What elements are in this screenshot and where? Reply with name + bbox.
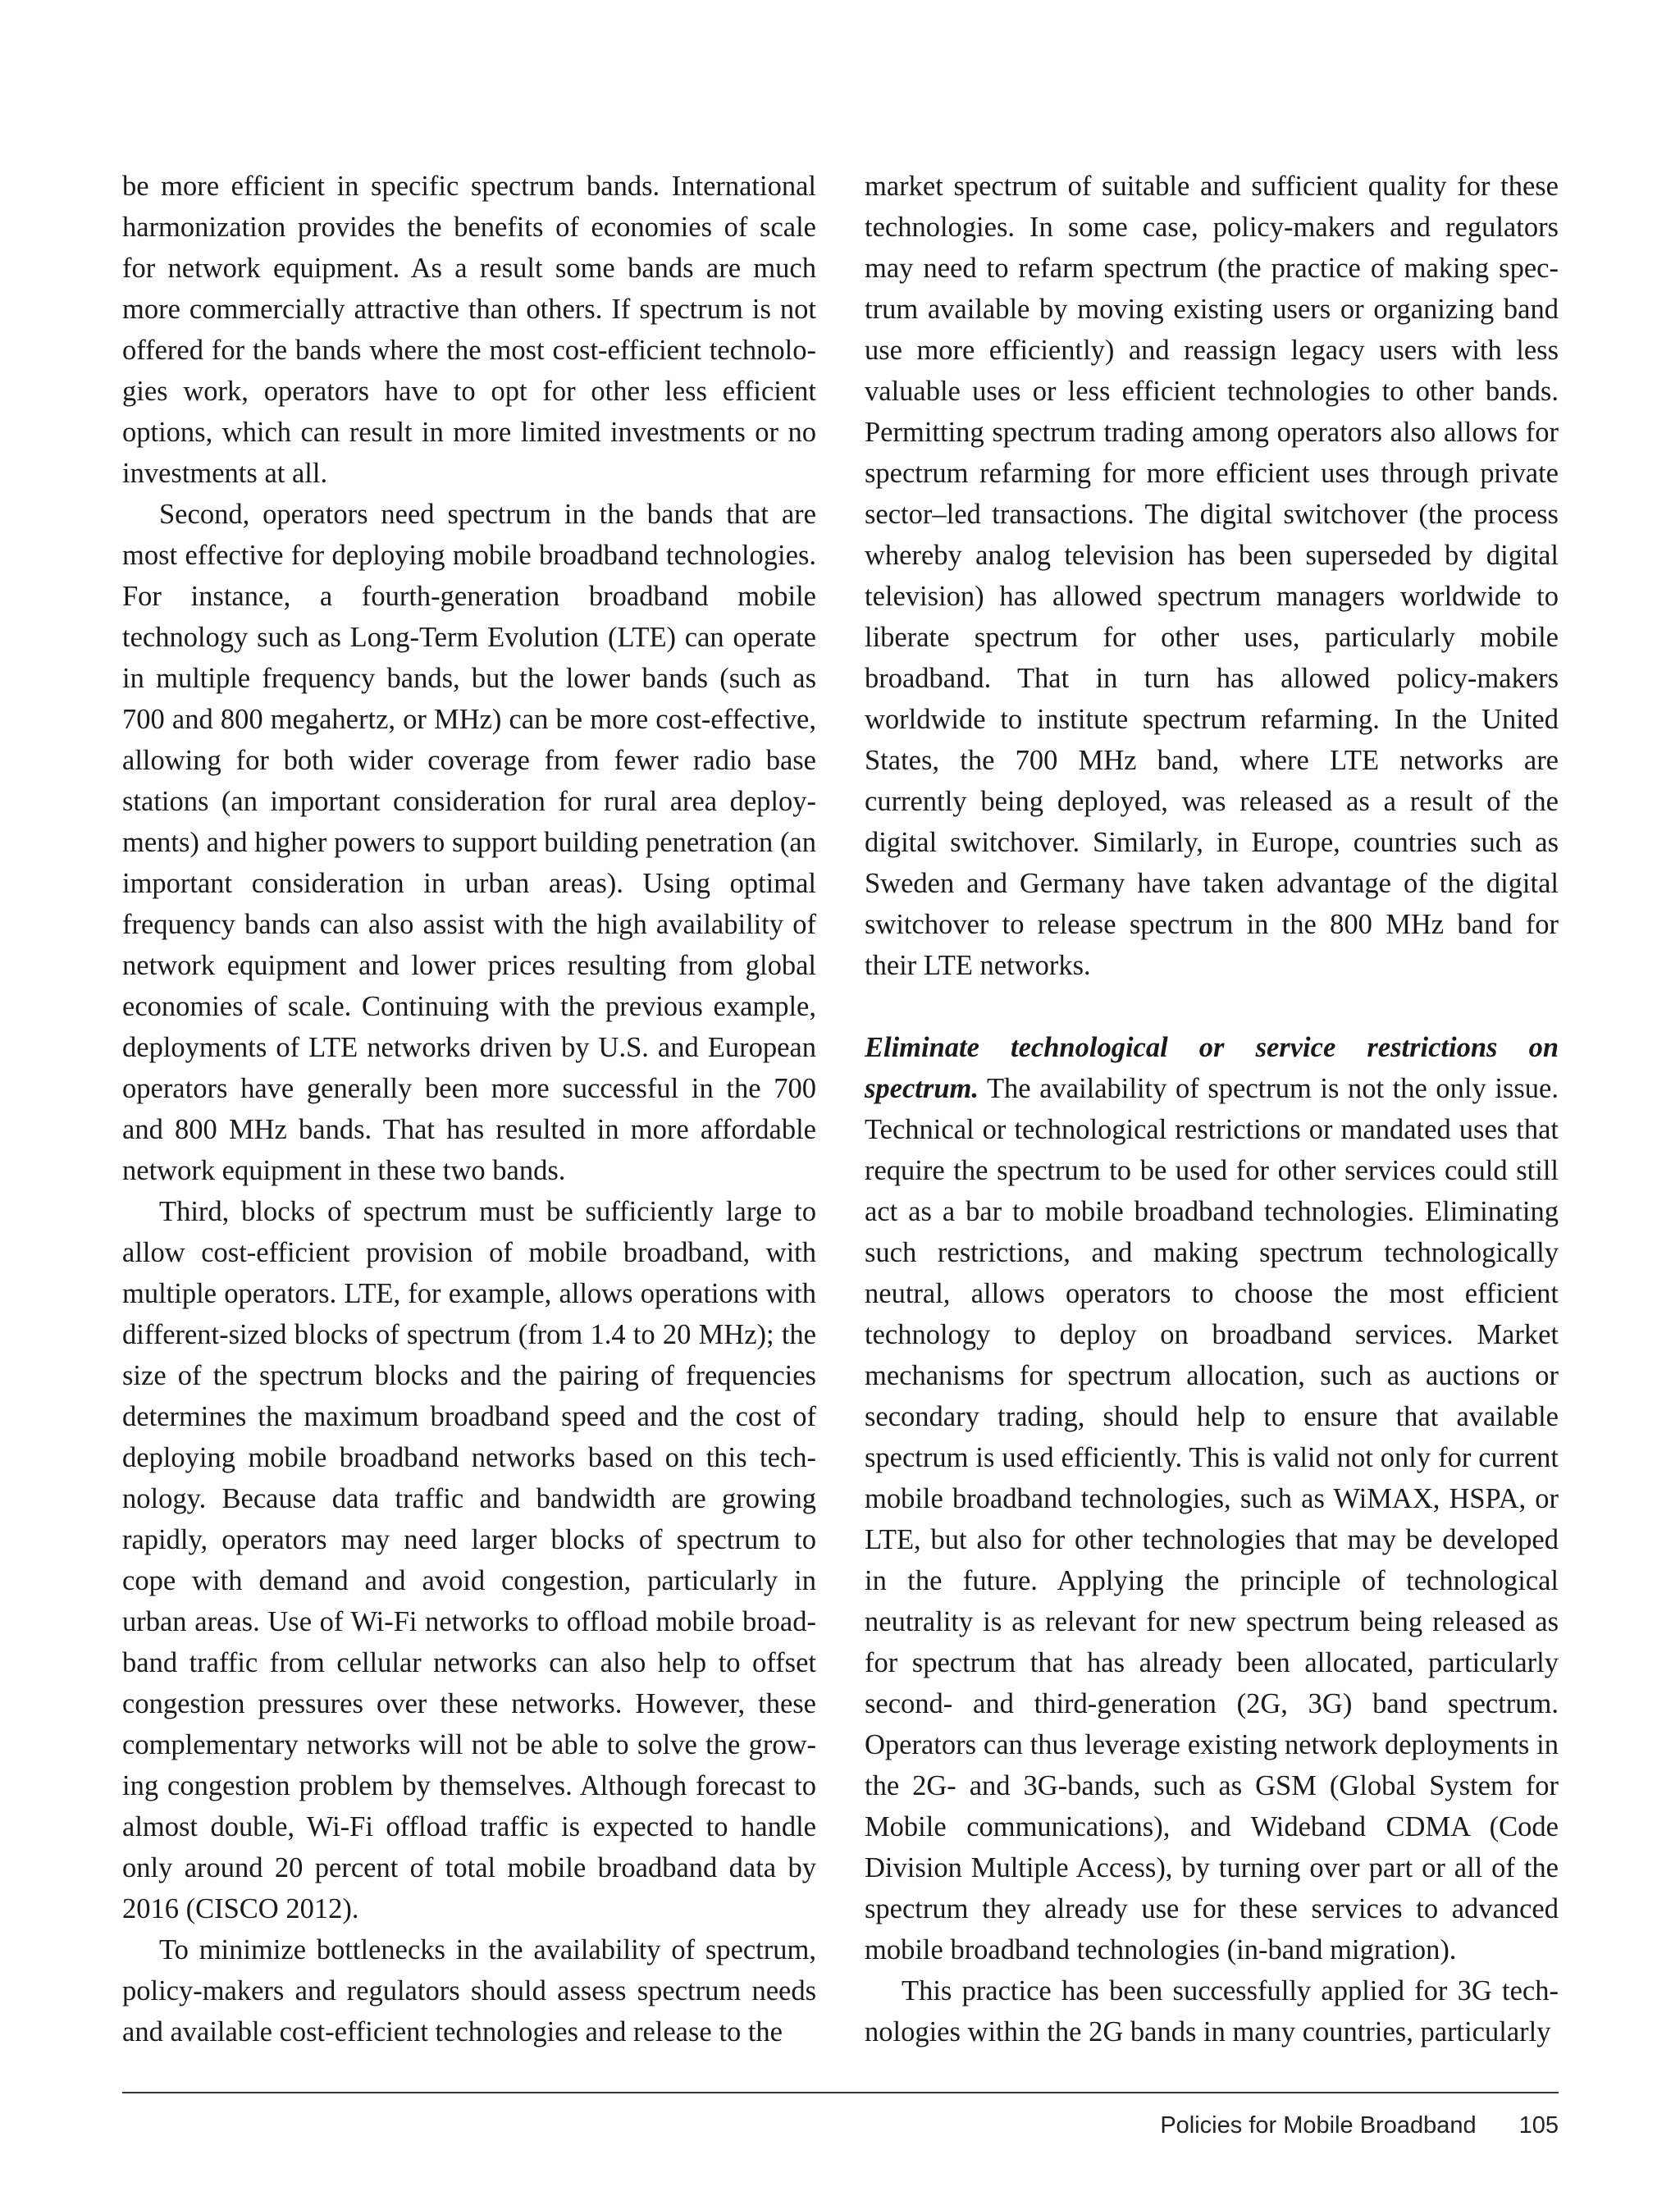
body-paragraph: To minimize bottlenecks in the availability of spectrum, policy-makers and regulators should assess spectrum needs and available cost-efficient technologies and release to the [122, 1934, 816, 2048]
body-paragraph: Third, blocks of spectrum must be sufficiently large to allow cost-efficient provision of mobile broadband, with multiple operators. LTE, for example, allows operations with different-sized blocks of spectrum (from 1.4 to 20 MHz); the size of the spectrum blocks and the pairing of frequencies determines the maximum broadband speed and the cost of deploying mobile broadband networks based on this technology. Because data traffic and bandwidth are growing rapidly, operators may need larger blocks of spectrum to cope with demand and avoid congestion, particularly in urban areas. Use of Wi-Fi networks to offload mobile broadband traffic from cellular networks can also help to offset congestion pressures over these networks. However, these complementary networks will not be able to solve the growing congestion problem by themselves. Although forecast to almost double, Wi-Fi offload traffic is expected to handle only around 20 percent of total mobile broadband data by 2016 (CISCO 2012). [122, 1196, 816, 1924]
running-title: Policies for Mobile Broadband [1160, 2112, 1477, 2139]
left-column [122, 166, 816, 2052]
body-paragraph: be more efficient in specific spectrum bands. International harmonization provides the benefits of economies of scale for network equipment. As a result some bands are much more commercially attractive than others. If spectrum is not offered for the bands where the most cost-efficient technologies work, operators have to opt for other less efficient options, which can result in more limited investments or no investments at all. [122, 171, 816, 489]
body-paragraph: This practice has been successfully applied for 3G technologies within the 2G bands in many countries, particularly [865, 1975, 1559, 2048]
body-paragraph: market spectrum of suitable and sufficient quality for these technologies. In some case, policy-makers and regulators may need to refarm spectrum (the practice of making spectrum available by moving existing users or organizing band use more efficiently) and reassign legacy users with less valuable uses or less efficient technologies to other bands. Permitting spectrum trading among operators also allows for spectrum refarming for more efficient uses through private sector–led transactions. The digital switchover (the process whereby analog television has been superseded by digital television) has allowed spectrum managers worldwide to liberate spectrum for other uses, particularly mobile broadband. That in turn has allowed policy-makers worldwide to institute spectrum refarming. In the United States, the 700 MHz band, where LTE networks are currently being deployed, was released as a result of the digital switchover. Similarly, in Europe, countries such as Sweden and Germany have taken advantage of the digital switchover to release spectrum in the 800 MHz band for their LTE networks. [865, 171, 1559, 981]
right-column [865, 166, 1559, 2052]
section-body-text: The availability of spectrum is not the only issue. Technical or technological restrictions or mandated uses that require the spectrum to be used for other services could still act as a bar to mobile broadband technologies. Eliminating such restrictions, and making spectrum technologically neutral, allows operators to choose the most efficient technology to deploy on broadband services. Market mechanisms for spectrum allocation, such as auctions or secondary trading, should help to ensure that available spectrum is used efficiently. This is valid not only for current mobile broadband technologies, such as WiMAX, HSPA, or LTE, but also for other technologies that may be developed in the future. Applying the principle of technological neutrality is as relevant for new spectrum being released as for spectrum that has already been allocated, particularly second- and third-generation (2G, 3G) band spectrum. Operators can thus leverage existing network deployments in the 2G- and 3G-bands, such as GSM (Global System for Mobile communications), and Wideband CDMA (Code Division Multiple Access), by turning over part or all of the spectrum they already use for these services to advanced mobile broadband technologies (in-band migration). [865, 1073, 1559, 1965]
footer-divider [122, 2092, 1559, 2093]
section-heading: Eliminate technological or service restrictions on spectrum. [865, 1032, 1559, 1104]
section-paragraph [865, 1027, 1559, 1970]
page-number: 105 [1518, 2112, 1559, 2139]
body-paragraph: Second, operators need spectrum in the bands that are most effective for deploying mobile broadband technologies. For instance, a fourth-generation broadband mobile technology such as Long-Term Evolution (LTE) can operate in multiple frequency bands, but the lower bands (such as 700 and 800 megahertz, or MHz) can be more cost-effective, allowing for both wider coverage from fewer radio base stations (an important consideration for rural area deployments) and higher powers to support building penetration (an important consideration in urban areas). Using optimal frequency bands can also assist with the high availability of network equipment and lower prices resulting from global economies of scale. Continuing with the previous example, deployments of LTE networks driven by U.S. and European operators have generally been more successful in the 700 and 800 MHz bands. That has resulted in more affordable network equipment in these two bands. [122, 499, 816, 1186]
page-footer [1160, 2111, 1559, 2140]
